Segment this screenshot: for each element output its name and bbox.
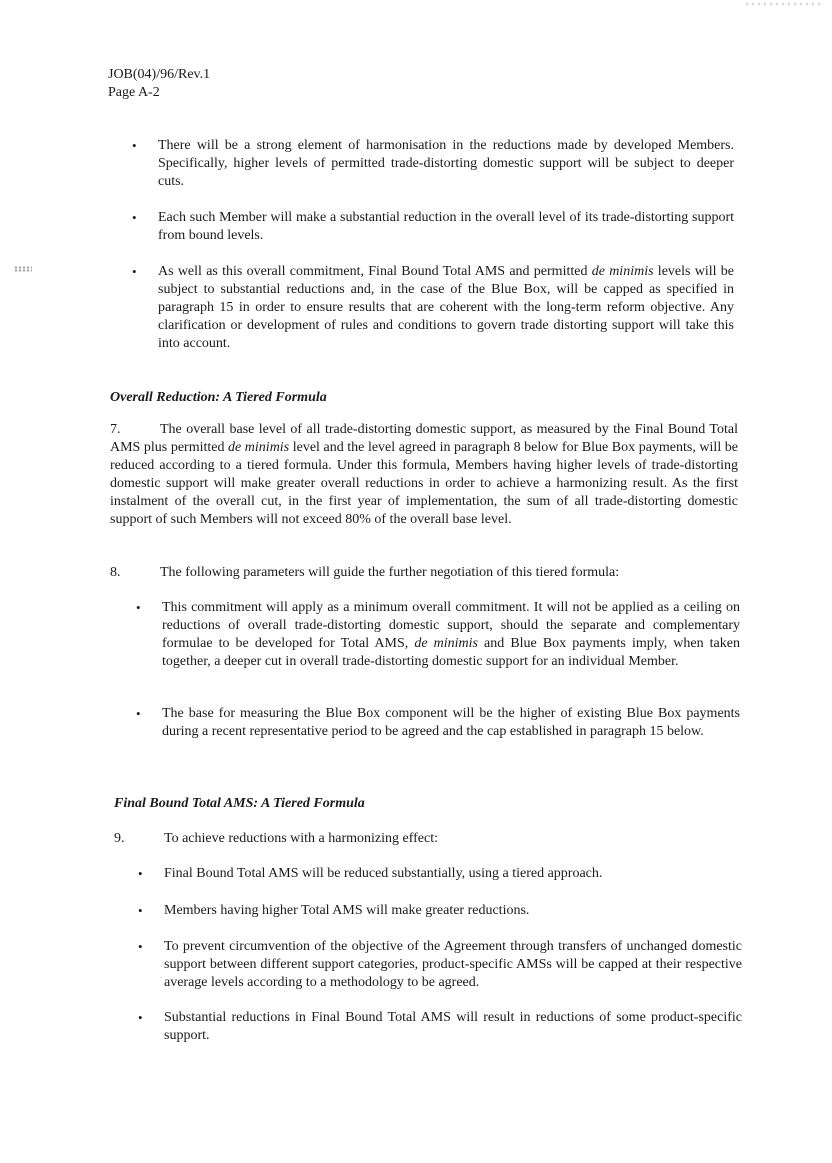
bullet-icon: • (138, 939, 143, 954)
section-heading: Final Bound Total AMS: A Tiered Formula (114, 796, 365, 811)
paragraph-text: To achieve reductions with a harmonizing effect: (164, 831, 438, 846)
bullet-text: Substantial reductions in Final Bound Total AMS will result in reductions of some product-specific support. (164, 1010, 742, 1043)
paragraph-text: The following parameters will guide the further negotiation of this tiered formula: (160, 565, 620, 580)
emphasis: de minimis (591, 264, 654, 279)
paragraph-8 (110, 564, 738, 582)
bullet-icon: • (138, 903, 143, 918)
paragraph-7 (110, 421, 738, 529)
bullet-icon: • (138, 1010, 143, 1025)
bullet-text: The base for measuring the Blue Box component will be the higher of existing Blue Box payments during a recent representative period to be agreed and the cap established in paragraph 15 below. (162, 706, 740, 739)
paragraph-number: 7. (110, 422, 121, 437)
page-header (108, 66, 210, 102)
bullet-text: There will be a strong element of harmonisation in the reductions made by developed Members. Specifically, higher levels of permitted trade-distorting domestic support will be subject to deeper cuts. (158, 138, 734, 189)
scan-speck (14, 266, 32, 272)
bullet-icon: • (136, 706, 141, 721)
bullet-icon: • (132, 210, 137, 225)
section-heading: Overall Reduction: A Tiered Formula (110, 390, 327, 405)
bullet-text: To prevent circumvention of the objective of the Agreement through transfers of unchanged domestic support between different support categories, product-specific AMSs will be capped at their respective average levels according to a methodology to be agreed. (164, 939, 742, 990)
bullet-icon: • (136, 600, 141, 615)
bullet-text: Members having higher Total AMS will make greater reductions. (164, 903, 530, 918)
bullet-text: Final Bound Total AMS will be reduced substantially, using a tiered approach. (164, 866, 603, 881)
bullet-icon: • (132, 264, 137, 279)
bullet-text: As well as this overall commitment, Final Bound Total AMS and permitted de minimis levels will be subject to substantial reductions and, in the case of the Blue Box, will be capped as specified in paragraph 15 in order to ensure results that are coherent with the long-term reform objective. Any clarification or development of rules and conditions to govern trade distorting support will take this into account. (158, 264, 734, 351)
paragraph-text: 7. The overall base level of all trade-distorting domestic support, as measured by the Final Bound Total AMS plus permitted de minimis level and the level agreed in paragraph 8 below for Blue Box payments, will be reduced according to a tiered formula. Under this formula, Members having higher levels of trade-distorting domestic support will make greater overall reductions in order to achieve a harmonizing result. As the first instalment of the overall cut, in the first year of implementation, the sum of all trade-distorting domestic support of such Members will not exceed 80% of the overall base level. (110, 422, 738, 527)
bullet-text: This commitment will apply as a minimum overall commitment. It will not be applied as a ceiling on reductions of overall trade-distorting domestic support, should the separate and complementary formulae to be developed for Total AMS, de minimis and Blue Box payments imply, when taken together, a deeper cut in overall trade-distorting domestic support for an individual Member. (162, 600, 740, 669)
emphasis: de minimis (228, 440, 290, 455)
emphasis: de minimis (414, 636, 478, 651)
paragraph-number: 9. (114, 831, 125, 846)
page-number: Page A-2 (108, 85, 160, 100)
paragraph-9 (114, 830, 740, 848)
document-reference: JOB(04)/96/Rev.1 (108, 67, 211, 82)
scan-noise (744, 2, 824, 6)
bullet-text: Each such Member will make a substantial reduction in the overall level of its trade-distorting support from bound levels. (158, 210, 734, 243)
paragraph-number: 8. (110, 565, 121, 580)
bullet-icon: • (138, 866, 143, 881)
bullet-icon: • (132, 138, 137, 153)
